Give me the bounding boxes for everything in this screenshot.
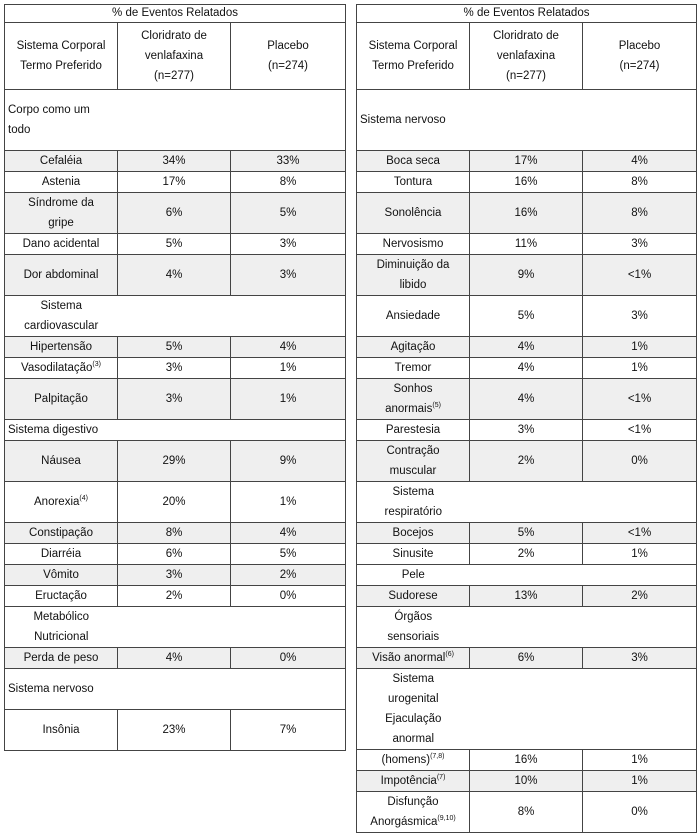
category-spacer xyxy=(118,420,346,441)
table-row xyxy=(357,255,697,296)
drug-value: 6% xyxy=(470,648,583,669)
term-cell xyxy=(357,648,470,669)
table-row xyxy=(357,648,697,669)
term-cell xyxy=(357,193,470,234)
placebo-value: <1% xyxy=(583,379,697,420)
placebo-value: 7% xyxy=(231,710,346,751)
category-label xyxy=(5,420,118,441)
table-row xyxy=(357,296,697,337)
drug-value: 9% xyxy=(470,255,583,296)
term-text: todo xyxy=(8,124,31,136)
term-text: libido xyxy=(399,279,427,291)
drug-value: 3% xyxy=(118,565,231,586)
table-row xyxy=(5,523,346,544)
table-row xyxy=(357,792,697,833)
term-text: Cefaléia xyxy=(39,155,83,167)
footnote-marker: (6) xyxy=(445,651,454,659)
placebo-value: 3% xyxy=(583,234,697,255)
term-cell xyxy=(357,441,470,482)
placebo-value: 8% xyxy=(231,172,346,193)
drug-value: 5% xyxy=(470,523,583,544)
table-row xyxy=(357,441,697,482)
term-text: Palpitação xyxy=(34,393,88,405)
drug-value: 5% xyxy=(118,234,231,255)
term-text: Sistema xyxy=(392,673,435,685)
term-line xyxy=(360,771,466,791)
placebo-value: <1% xyxy=(583,255,697,296)
term-cell xyxy=(5,523,118,544)
category-row xyxy=(5,669,346,710)
category-spacer xyxy=(470,607,697,648)
term-line xyxy=(360,812,466,832)
placebo-value: 2% xyxy=(583,586,697,607)
drug-value: 3% xyxy=(118,358,231,379)
category-label xyxy=(357,607,470,648)
placebo-value: 8% xyxy=(583,172,697,193)
table-row xyxy=(5,234,346,255)
placebo-value: 3% xyxy=(231,234,346,255)
term-cell xyxy=(5,172,118,193)
placebo-value: 0% xyxy=(231,648,346,669)
table-title: % de Eventos Relatados xyxy=(5,5,346,23)
term-text: anormal xyxy=(392,733,435,745)
table-row xyxy=(357,358,697,379)
term-text: respiratório xyxy=(384,506,443,518)
term-text: Sistema nervoso xyxy=(360,114,446,126)
placebo-value: 2% xyxy=(231,565,346,586)
term-cell xyxy=(357,151,470,172)
term-text: urogenital xyxy=(387,693,439,705)
header-placebo: Placebo (n=274) xyxy=(231,23,346,90)
term-cell xyxy=(5,358,118,379)
term-text: Boca seca xyxy=(386,155,440,167)
placebo-value: 0% xyxy=(583,792,697,833)
term-cell xyxy=(5,710,118,751)
term-text: Anorexia xyxy=(34,496,80,508)
term-cell xyxy=(5,193,118,234)
term-text: Náusea xyxy=(41,455,81,467)
table-title: % de Eventos Relatados xyxy=(357,5,697,23)
table-row xyxy=(5,337,346,358)
adverse-events-table-left xyxy=(4,4,346,751)
drug-value: 5% xyxy=(118,337,231,358)
table-row xyxy=(357,234,697,255)
term-cell xyxy=(5,234,118,255)
term-cell xyxy=(357,172,470,193)
placebo-value: <1% xyxy=(583,420,697,441)
footnote-marker: (9,10) xyxy=(437,815,456,823)
table-row xyxy=(5,648,346,669)
footnote-marker: (7,8) xyxy=(430,753,445,761)
term-text: Perda de peso xyxy=(23,652,99,664)
term-text: Dor abdominal xyxy=(23,269,99,281)
table-row xyxy=(357,750,697,771)
term-cell xyxy=(5,151,118,172)
table-row xyxy=(5,482,346,523)
table-row xyxy=(5,255,346,296)
placebo-value: 0% xyxy=(583,441,697,482)
drug-value: 2% xyxy=(470,544,583,565)
term-text: Sonhos xyxy=(393,383,433,395)
term-cell xyxy=(5,586,118,607)
table-row xyxy=(5,172,346,193)
table-row xyxy=(5,193,346,234)
category-row xyxy=(357,482,697,523)
drug-value: 34% xyxy=(118,151,231,172)
drug-value: 6% xyxy=(118,544,231,565)
header-system: Sistema Corporal Termo Preferido xyxy=(357,23,470,90)
header-drug: Cloridrato de venlafaxina (n=277) xyxy=(470,23,583,90)
term-text: Bocejos xyxy=(392,527,434,539)
category-label xyxy=(357,482,470,523)
term-text: Dano acidental xyxy=(22,238,100,250)
placebo-value: 5% xyxy=(231,193,346,234)
term-line xyxy=(360,399,466,419)
table-row xyxy=(357,771,697,792)
table-row xyxy=(5,441,346,482)
placebo-value: 3% xyxy=(583,648,697,669)
term-text: Impotência xyxy=(380,775,437,787)
term-text: Metabólico xyxy=(33,611,90,623)
table-row xyxy=(5,710,346,751)
table-row xyxy=(357,420,697,441)
term-text: cardiovascular xyxy=(24,320,99,332)
placebo-value: 1% xyxy=(583,771,697,792)
footnote-marker: (3) xyxy=(92,361,101,369)
term-cell xyxy=(357,544,470,565)
term-text: Astenia xyxy=(41,176,81,188)
drug-value: 6% xyxy=(118,193,231,234)
term-text: Eructação xyxy=(35,590,87,602)
table-row xyxy=(357,172,697,193)
category-row xyxy=(357,669,697,750)
adverse-events-table-right xyxy=(356,4,697,833)
category-row xyxy=(5,607,346,648)
footnote-marker: (7) xyxy=(436,774,446,782)
term-text: Pele xyxy=(401,569,425,581)
header-placebo: Placebo (n=274) xyxy=(583,23,697,90)
category-spacer xyxy=(118,607,346,648)
drug-value: 17% xyxy=(118,172,231,193)
placebo-value: 1% xyxy=(583,358,697,379)
term-line xyxy=(8,358,114,378)
term-text: Tontura xyxy=(393,176,433,188)
table-row xyxy=(357,193,697,234)
term-cell xyxy=(357,358,470,379)
term-text: Sistema xyxy=(40,300,83,312)
category-label xyxy=(357,669,470,750)
term-cell xyxy=(357,420,470,441)
term-text: Contração xyxy=(386,445,440,457)
placebo-value: 4% xyxy=(583,151,697,172)
term-cell xyxy=(357,523,470,544)
category-label xyxy=(5,607,118,648)
drug-value: 16% xyxy=(470,193,583,234)
table-row xyxy=(357,523,697,544)
term-cell xyxy=(357,337,470,358)
table-row xyxy=(5,379,346,420)
drug-value: 20% xyxy=(118,482,231,523)
term-text: (homens) xyxy=(381,754,431,766)
term-text: gripe xyxy=(48,217,74,229)
drug-value: 23% xyxy=(118,710,231,751)
term-cell xyxy=(357,296,470,337)
category-spacer xyxy=(470,90,697,151)
term-text: Tremor xyxy=(394,362,432,374)
placebo-value: 1% xyxy=(583,544,697,565)
drug-value: 8% xyxy=(470,792,583,833)
drug-value: 10% xyxy=(470,771,583,792)
drug-value: 17% xyxy=(470,151,583,172)
drug-value: 5% xyxy=(470,296,583,337)
term-text: anormais xyxy=(385,403,433,415)
term-text: Corpo como um xyxy=(8,104,90,116)
placebo-value: 1% xyxy=(231,358,346,379)
drug-value: 4% xyxy=(470,379,583,420)
placebo-value: 1% xyxy=(231,379,346,420)
drug-value: 29% xyxy=(118,441,231,482)
table-row xyxy=(5,544,346,565)
term-text: Insônia xyxy=(42,724,80,736)
drug-value: 2% xyxy=(470,441,583,482)
placebo-value: 4% xyxy=(231,337,346,358)
category-label xyxy=(5,669,118,710)
placebo-value: 1% xyxy=(231,482,346,523)
drug-value: 4% xyxy=(470,358,583,379)
term-text: Hipertensão xyxy=(29,341,92,353)
term-cell xyxy=(5,544,118,565)
header-drug: Cloridrato de venlafaxina (n=277) xyxy=(118,23,231,90)
table-row xyxy=(357,151,697,172)
footnote-marker: (5) xyxy=(432,402,441,410)
category-label xyxy=(5,296,118,337)
drug-value: 8% xyxy=(118,523,231,544)
term-cell xyxy=(357,750,470,771)
category-row xyxy=(357,607,697,648)
drug-value: 4% xyxy=(470,337,583,358)
term-text: Vômito xyxy=(43,569,79,581)
term-text: Diminuição da xyxy=(376,259,450,271)
term-cell xyxy=(357,771,470,792)
term-text: Visão anormal xyxy=(372,652,446,664)
placebo-value: 1% xyxy=(583,750,697,771)
table-row xyxy=(5,586,346,607)
placebo-value: 3% xyxy=(231,255,346,296)
term-cell xyxy=(5,565,118,586)
category-label xyxy=(5,90,118,151)
drug-value: 16% xyxy=(470,172,583,193)
term-cell xyxy=(357,792,470,833)
term-text: sensoriais xyxy=(387,631,440,643)
term-line xyxy=(360,750,466,770)
placebo-value: 8% xyxy=(583,193,697,234)
term-cell xyxy=(5,648,118,669)
term-text: Ansiedade xyxy=(385,310,441,322)
table-row xyxy=(357,586,697,607)
category-spacer xyxy=(118,296,346,337)
term-cell xyxy=(357,255,470,296)
term-cell xyxy=(5,379,118,420)
drug-value: 11% xyxy=(470,234,583,255)
term-text: Disfunção xyxy=(387,796,439,808)
placebo-value: 9% xyxy=(231,441,346,482)
term-cell xyxy=(357,586,470,607)
term-cell xyxy=(5,255,118,296)
drug-value: 4% xyxy=(118,255,231,296)
drug-value: 2% xyxy=(118,586,231,607)
category-row xyxy=(357,565,697,586)
term-text: Agitação xyxy=(390,341,436,353)
term-text: Anorgásmica xyxy=(370,816,438,828)
term-cell xyxy=(5,441,118,482)
category-row xyxy=(5,90,346,151)
drug-value: 13% xyxy=(470,586,583,607)
term-text: Nervosismo xyxy=(382,238,444,250)
table-row xyxy=(5,358,346,379)
placebo-value: 0% xyxy=(231,586,346,607)
table-row xyxy=(357,379,697,420)
table-row xyxy=(5,151,346,172)
term-text: Constipação xyxy=(29,527,93,539)
table-row xyxy=(357,544,697,565)
category-label xyxy=(357,90,470,151)
placebo-value: 33% xyxy=(231,151,346,172)
term-text: Sudorese xyxy=(388,590,438,602)
drug-value: 16% xyxy=(470,750,583,771)
term-line xyxy=(8,492,114,512)
table-row xyxy=(357,337,697,358)
category-spacer xyxy=(118,669,346,710)
category-label xyxy=(357,565,470,586)
drug-value: 3% xyxy=(470,420,583,441)
term-cell xyxy=(357,234,470,255)
placebo-value: 5% xyxy=(231,544,346,565)
category-spacer xyxy=(470,565,697,586)
term-cell xyxy=(357,379,470,420)
header-system: Sistema Corporal Termo Preferido xyxy=(5,23,118,90)
category-spacer xyxy=(470,482,697,523)
placebo-value: <1% xyxy=(583,523,697,544)
term-line xyxy=(360,648,466,668)
placebo-value: 3% xyxy=(583,296,697,337)
category-row xyxy=(357,90,697,151)
term-text: Diarréia xyxy=(40,548,82,560)
term-text: Ejaculação xyxy=(385,713,442,725)
placebo-value: 1% xyxy=(583,337,697,358)
footnote-marker: (4) xyxy=(79,495,88,503)
term-text: Sinusite xyxy=(392,548,434,560)
term-text: Parestesia xyxy=(385,424,441,436)
drug-value: 4% xyxy=(118,648,231,669)
term-text: Sonolência xyxy=(384,207,442,219)
category-spacer xyxy=(118,90,346,151)
category-row xyxy=(5,420,346,441)
placebo-value: 4% xyxy=(231,523,346,544)
term-text: Vasodilatação xyxy=(21,362,93,374)
category-row xyxy=(5,296,346,337)
term-text: Sistema xyxy=(392,486,435,498)
term-text: Órgãos xyxy=(394,611,433,623)
term-text: Síndrome da xyxy=(28,197,94,209)
term-text: Nutricional xyxy=(34,631,89,643)
term-text: Sistema digestivo xyxy=(8,424,99,436)
term-cell xyxy=(5,337,118,358)
table-row xyxy=(5,565,346,586)
drug-value: 3% xyxy=(118,379,231,420)
term-text: muscular xyxy=(389,465,437,477)
term-text: Sistema nervoso xyxy=(8,683,94,695)
term-cell xyxy=(5,482,118,523)
category-spacer xyxy=(470,669,697,750)
